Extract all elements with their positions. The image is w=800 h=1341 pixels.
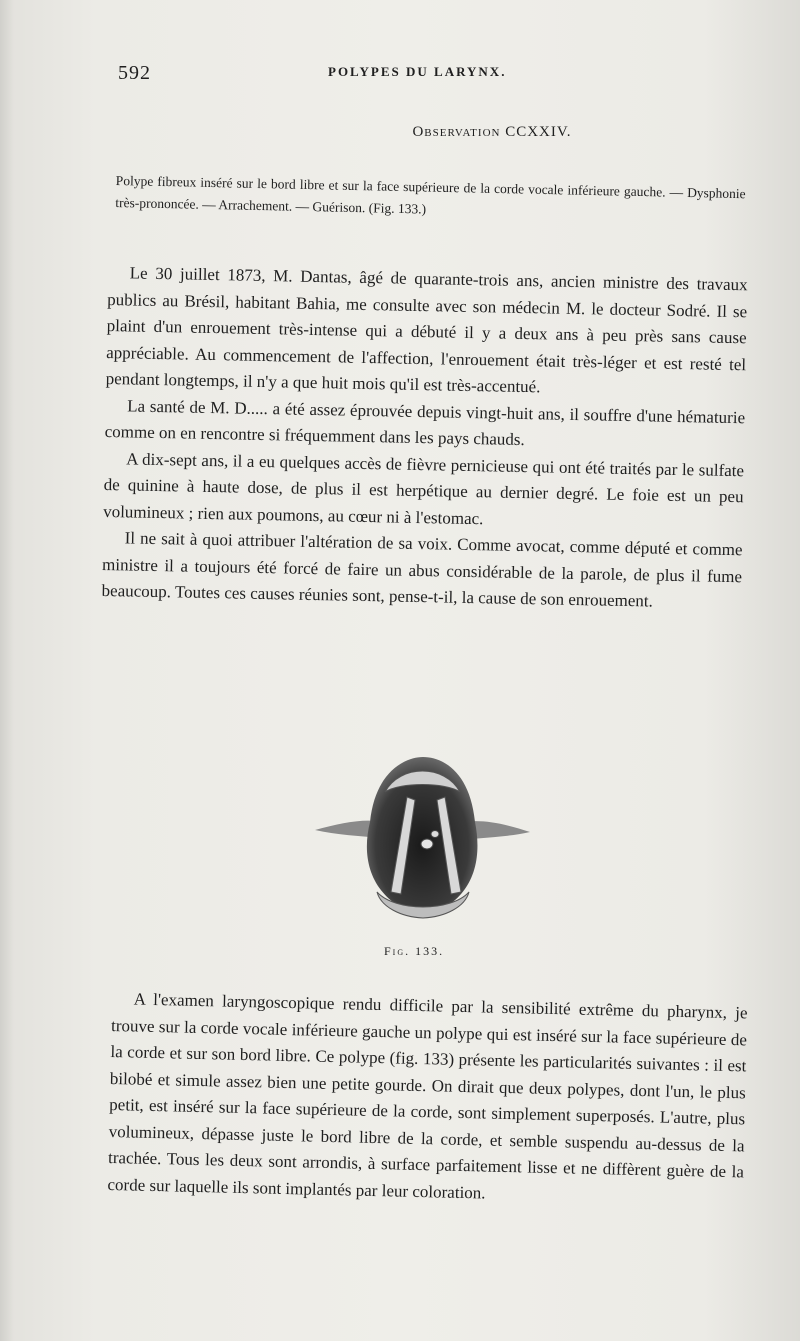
larynx-drawing	[315, 752, 530, 922]
observation-title: Observation CCXXIV.	[412, 124, 572, 140]
page-number: 592	[118, 62, 151, 84]
paragraph: A dix-sept ans, il a eu quelques accès de fièvre pernicieuse qui ont été traités par le sulfate de quinine à haute dose, de plus il est herpétique au dernier degré. Le foie est un peu volumineux ; rien aux poumons, au cœur ni à l'estomac.	[102, 448, 745, 528]
binding-shadow	[0, 0, 14, 1341]
paragraph: A l'examen laryngoscopique rendu difficile par la sensibilité extrême du pharynx, je trouve sur la corde vocale inférieure gauche un polype qui est inséré sur la face supérieure de la corde et sur son bord libre. Ce polype (fig. 133) présente les particularités suivantes : il est bilobé et simule assez bien une petite gourde. On dirait que deux polypes, dont l'un, le plus petit, est inséré sur la face supérieure de la corde, sont simplement superposés. L'autre, plus volumineux, dépasse juste le bord libre de la corde, et semble suspendu au-dessus de la trachée. Tous les deux sont arrondis, à surface parfaitement lisse et ne diffèrent guère de la corde sur laquelle ils sont implantés par leur coloration.	[107, 989, 748, 1203]
paragraph: Le 30 juillet 1873, M. Dantas, âgé de quarante-trois ans, ancien ministre des travaux publics au Brésil, habitant Bahia, me consulte avec son médecin M. le docteur Sodré. Il se plaint d'un enrouement très-intense qui a débuté il y a deux ans à peu près sans cause appréciable. Au commencement de l'affection, l'enrouement était très-léger et est resté tel pendant longtemps, il n'y a que huit mois qu'il est très-accentué.	[105, 263, 748, 397]
polyp-small-lobe	[431, 831, 439, 838]
paragraph: La santé de M. D..... a été assez éprouvée depuis vingt-huit ans, il souffre d'une hématurie comme on en rencontre si fréquemment dans les pays chauds.	[104, 395, 746, 450]
summary-text: Polype fibreux inséré sur le bord libre et sur la face supérieure de la corde vocale inférieure gauche. — Dysphonie très-prononcée. — Arrachement. — Guérison. (Fig. 133.)	[115, 172, 746, 217]
polyp	[421, 839, 433, 849]
figure-caption: Fig. 133.	[384, 944, 445, 958]
page-header	[118, 62, 748, 86]
paragraph: Il ne sait à quoi attribuer l'altération de sa voix. Comme avocat, comme député et comme ministre il a toujours été forcé de faire un abus considérable de la parole, de plus il fume beaucoup. Toutes ces causes réunies sont, pense-t-il, la cause de son enrouement.	[101, 528, 743, 611]
larynx-illustration	[315, 752, 530, 922]
body-text-upper	[101, 260, 747, 617]
observation-summary	[115, 170, 746, 227]
observation-title-row	[0, 124, 800, 141]
running-head: POLYPES DU LARYNX.	[328, 64, 507, 79]
body-text-lower	[107, 986, 748, 1212]
